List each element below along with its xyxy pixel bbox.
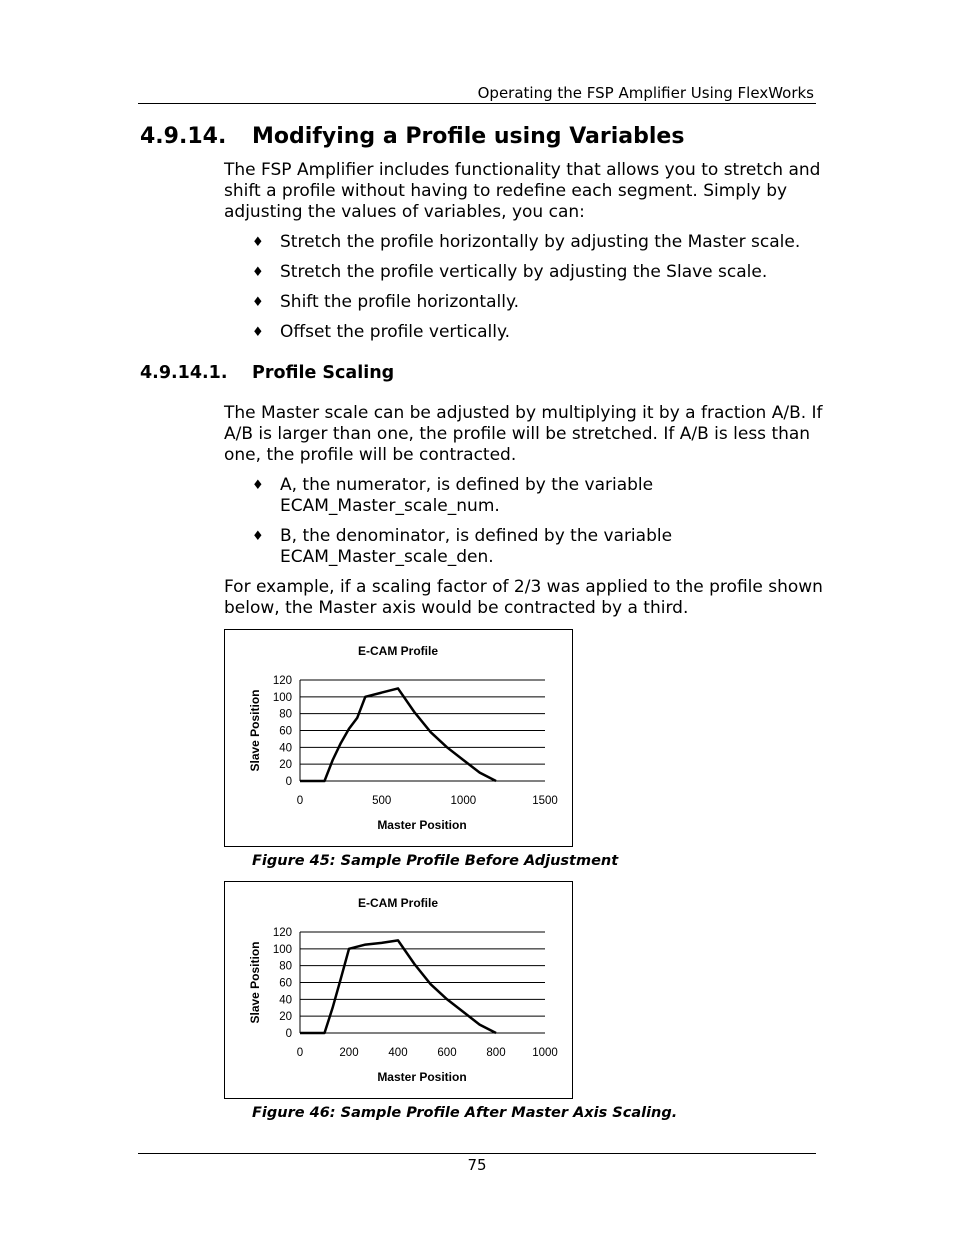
y-tick-label: 120 (272, 927, 292, 939)
example-paragraph: For example, if a scaling factor of 2/3 was applied to the profile shown below, the Master axis would be contracted by a third. (224, 577, 823, 618)
y-tick-label: 80 (279, 960, 292, 973)
bullet-text: A, the numerator, is defined by the variable ECAM_Master_scale_num. (280, 475, 654, 516)
y-tick-label: 20 (279, 1011, 292, 1024)
section-number: 4.9.14. (140, 124, 227, 149)
diamond-bullet-icon: ♦ (252, 265, 264, 280)
diamond-bullet-icon: ♦ (252, 529, 264, 544)
y-tick-label: 20 (279, 759, 292, 772)
running-header: Operating the FSP Amplifier Using FlexWorks (477, 84, 814, 102)
x-axis-label: Master Position (377, 818, 467, 832)
y-tick-label: 120 (272, 675, 292, 687)
figure-46-caption: Figure 46: Sample Profile After Master Axis Scaling. (252, 1105, 678, 1121)
x-axis-label: Master Position (377, 1070, 467, 1084)
scaling-paragraph: The Master scale can be adjusted by multiplying it by a fraction A/B. If A/B is larger than one, the profile will be stretched. If A/B is less than one, the profile will be contracted. (224, 403, 823, 465)
x-tick-label: 1000 (450, 795, 477, 807)
x-tick-label: 500 (372, 795, 392, 807)
chart-title: E-CAM Profile (357, 644, 439, 658)
chart-title: E-CAM Profile (357, 896, 439, 910)
series-line (300, 688, 496, 781)
y-tick-label: 80 (279, 708, 292, 721)
x-tick-label: 600 (437, 1047, 457, 1059)
header-rule (138, 103, 816, 104)
bullet-text: Shift the profile horizontally. (280, 292, 520, 312)
y-tick-label: 60 (279, 977, 292, 990)
section-intro: The FSP Amplifier includes functionality that allows you to stretch and shift a profile without having to redefine each segment. Simply by adjusting the values of variables, you can: (224, 160, 821, 222)
figure-45-caption: Figure 45: Sample Profile Before Adjustment (252, 853, 619, 869)
x-tick-label: 400 (388, 1047, 408, 1059)
diamond-bullet-icon: ♦ (252, 235, 264, 250)
section-heading (140, 124, 684, 149)
x-tick-label: 1000 (532, 1047, 558, 1059)
subsection-title: Profile Scaling (252, 363, 395, 383)
x-tick-label: 800 (486, 1047, 506, 1059)
page-number: 75 (467, 1156, 487, 1174)
y-tick-label: 0 (285, 776, 292, 788)
y-tick-label: 40 (279, 994, 292, 1007)
y-tick-label: 0 (285, 1028, 292, 1040)
bullet-text: Offset the profile vertically. (280, 322, 511, 342)
chart-before-adjustment (225, 630, 572, 846)
bullet-text: B, the denominator, is defined by the variable ECAM_Master_scale_den. (280, 526, 673, 567)
subsection-heading (140, 363, 394, 383)
figure-45-box (224, 629, 573, 847)
bullet-text: Stretch the profile vertically by adjusting the Slave scale. (280, 262, 768, 282)
y-axis-label: Slave Position (248, 941, 262, 1024)
y-tick-label: 100 (272, 943, 292, 956)
footer-rule (138, 1153, 816, 1154)
diamond-bullet-icon: ♦ (252, 478, 264, 493)
y-tick-label: 60 (279, 725, 292, 738)
x-tick-label: 0 (296, 1047, 304, 1059)
x-tick-label: 0 (296, 795, 304, 807)
x-tick-label: 1500 (532, 795, 558, 807)
y-tick-label: 40 (279, 742, 292, 755)
figure-46-box (224, 881, 573, 1099)
series-line (300, 940, 496, 1033)
diamond-bullet-icon: ♦ (252, 325, 264, 340)
chart-after-scaling (225, 882, 572, 1098)
x-tick-label: 200 (339, 1047, 359, 1059)
y-tick-label: 100 (272, 691, 292, 704)
subsection-number: 4.9.14.1. (140, 363, 228, 383)
diamond-bullet-icon: ♦ (252, 295, 264, 310)
y-axis-label: Slave Position (248, 689, 262, 772)
bullet-text: Stretch the profile horizontally by adjusting the Master scale. (280, 232, 801, 252)
section-title: Modifying a Profile using Variables (252, 124, 685, 149)
